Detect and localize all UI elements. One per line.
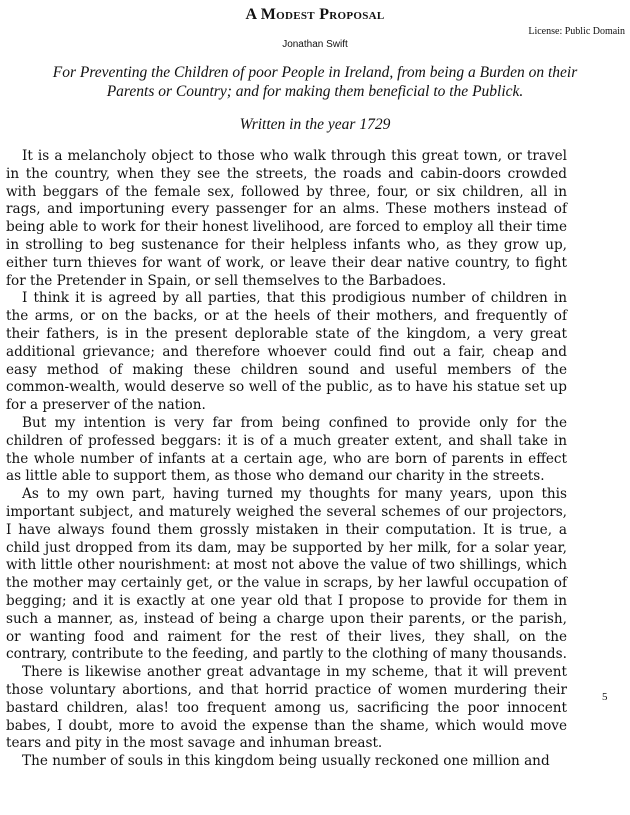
paragraph: I think it is agreed by all parties, that this prodigious number of children in the arms, or on the backs, or at the heels of their mothers, and frequently of their fathers, is in the present deplorable state of the kingdom, a very great additional grievance; and therefore whoever could find out a fair, cheap and easy method of making these children sound and useful members of the common-wealth, would deserve so well of the public, as to have his statue set up for a preserver of the nation. bbox=[6, 290, 567, 414]
paragraph: As to my own part, having turned my thoughts for many years, upon this important subject, and maturely weighed the several schemes of our projectors, I have always found them grossly mistaken in their computation. It is true, a child just dropped from its dam, may be supported by her milk, for a solar year, with little other nourishment: at most not above the value of two shillings, which the mother may certainly get, or the value in scraps, by her lawful occupation of begging; and it is exactly at one year old that I propose to provide for them in such a manner, as, instead of being a charge upon their parents, or the parish, or wanting food and raiment for the rest of their lives, they shall, on the contrary, contribute to the feeding, and partly to the clothing of many thousands. bbox=[6, 486, 567, 663]
paragraph: There is likewise another great advantage in my scheme, that it will prevent those voluntary abortions, and that horrid practice of women murdering their bastard children, alas! too frequent among us, sacrificing the poor innocent babes, I doubt, more to avoid the expense than the shame, which would move tears and pity in the most savage and inhuman breast. bbox=[6, 664, 567, 752]
document-body bbox=[6, 148, 567, 771]
written-date: Written in the year 1729 bbox=[239, 116, 391, 133]
author-name: Jonathan Swift bbox=[282, 39, 348, 50]
document-title: A Modest Proposal bbox=[245, 6, 385, 23]
document-subtitle: For Preventing the Children of poor People in Ireland, from being a Burden on their Parents or Country; and for making them beneficial to the Publick. bbox=[52, 64, 578, 100]
license-label: License: Public Domain bbox=[528, 26, 625, 37]
paragraph: The number of souls in this kingdom being usually reckoned one million and bbox=[22, 753, 550, 770]
paragraph: It is a melancholy object to those who walk through this great town, or travel in the country, when they see the streets, the roads and cabin-doors crowded with beggars of the female sex, followed by three, four, or six children, all in rags, and importuning every passenger for an alms. These mothers instead of being able to work for their honest livelihood, are forced to employ all their time in strolling to beg sustenance for their helpless infants who, as they grow up, either turn thieves for want of work, or leave their dear native country, to fight for the Pretender in Spain, or sell themselves to the Barbadoes. bbox=[6, 148, 567, 289]
margin-line-number: 5 bbox=[602, 691, 608, 703]
paragraph: But my intention is very far from being confined to provide only for the children of professed beggars: it is of a much greater extent, and shall take in the whole number of infants at a certain age, who are born of parents in effect as little able to support them, as those who demand our charity in the streets. bbox=[6, 414, 567, 485]
